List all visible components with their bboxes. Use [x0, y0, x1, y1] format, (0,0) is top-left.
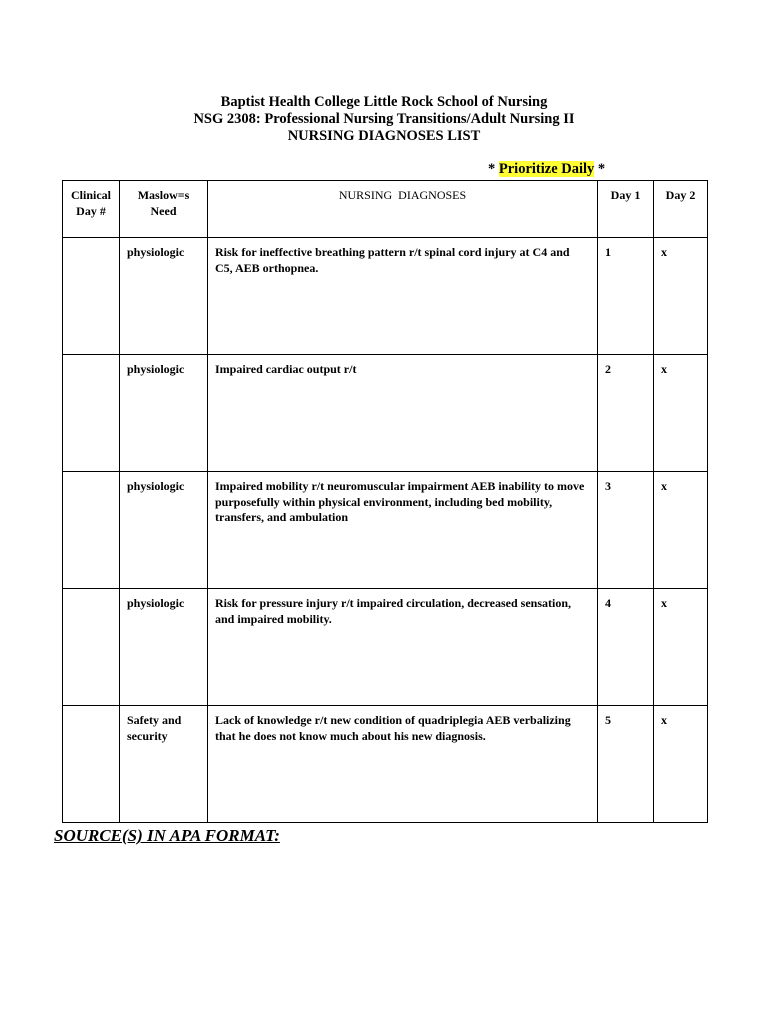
header-nursing-diagnoses-label: NURSING DIAGNOSES — [338, 188, 467, 202]
maslow-need-cell[interactable]: Safety and security — [120, 706, 208, 823]
header-day-1: Day 1 — [598, 181, 654, 238]
day-2-cell[interactable]: x — [654, 589, 708, 706]
day-2-cell[interactable]: x — [654, 706, 708, 823]
list-title: NURSING DIAGNOSES LIST — [287, 128, 481, 144]
diagnosis-cell[interactable]: Risk for ineffective breathing pattern r/t spinal cord injury at C4 and C5, AEB orthopnea. — [208, 238, 598, 355]
maslow-need-cell[interactable]: physiologic — [120, 238, 208, 355]
diagnosis-cell[interactable]: Lack of knowledge r/t new condition of quadriplegia AEB verbalizing that he does not know much about his new diagnosis. — [208, 706, 598, 823]
day-1-cell[interactable]: 2 — [598, 355, 654, 472]
day-2-cell[interactable]: x — [654, 472, 708, 589]
prioritize-daily-note — [488, 161, 605, 178]
table-row — [63, 589, 708, 706]
day-1-cell[interactable]: 4 — [598, 589, 654, 706]
day-1-cell[interactable]: 5 — [598, 706, 654, 823]
clinical-day-cell[interactable] — [63, 238, 120, 355]
clinical-day-cell[interactable] — [63, 472, 120, 589]
school-title: Baptist Health College Little Rock School of Nursing — [220, 94, 548, 110]
clinical-day-cell[interactable] — [63, 589, 120, 706]
day-1-cell[interactable]: 3 — [598, 472, 654, 589]
header-nursing-diagnoses — [208, 181, 598, 238]
prioritize-suffix: * — [594, 161, 606, 177]
day-1-cell[interactable]: 1 — [598, 238, 654, 355]
header-day-2: Day 2 — [654, 181, 708, 238]
day-2-cell[interactable]: x — [654, 355, 708, 472]
table-row — [63, 472, 708, 589]
header-maslow-need: Maslow=s Need — [120, 181, 208, 238]
sources-heading: SOURCE(S) IN APA FORMAT: — [54, 826, 280, 845]
clinical-day-cell[interactable] — [63, 355, 120, 472]
prioritize-label: Prioritize Daily — [498, 161, 595, 177]
prioritize-prefix: * — [488, 161, 499, 177]
table-header-row — [63, 181, 708, 238]
document-header — [0, 94, 768, 145]
clinical-day-cell[interactable] — [63, 706, 120, 823]
table-row — [63, 706, 708, 823]
diagnosis-cell[interactable]: Impaired mobility r/t neuromuscular impairment AEB inability to move purposefully within physical environment, including bed mobility, transfers, and ambulation — [208, 472, 598, 589]
diagnosis-cell[interactable]: Impaired cardiac output r/t — [208, 355, 598, 472]
maslow-need-cell[interactable]: physiologic — [120, 355, 208, 472]
nursing-diagnoses-table — [62, 180, 708, 823]
maslow-need-cell[interactable]: physiologic — [120, 589, 208, 706]
table-row — [63, 238, 708, 355]
course-title: NSG 2308: Professional Nursing Transitions/Adult Nursing II — [193, 111, 575, 127]
maslow-need-cell[interactable]: physiologic — [120, 472, 208, 589]
header-clinical-day: Clinical Day # — [63, 181, 120, 238]
table-row — [63, 355, 708, 472]
day-2-cell[interactable]: x — [654, 238, 708, 355]
diagnosis-cell[interactable]: Risk for pressure injury r/t impaired circulation, decreased sensation, and impaired mobility. — [208, 589, 598, 706]
